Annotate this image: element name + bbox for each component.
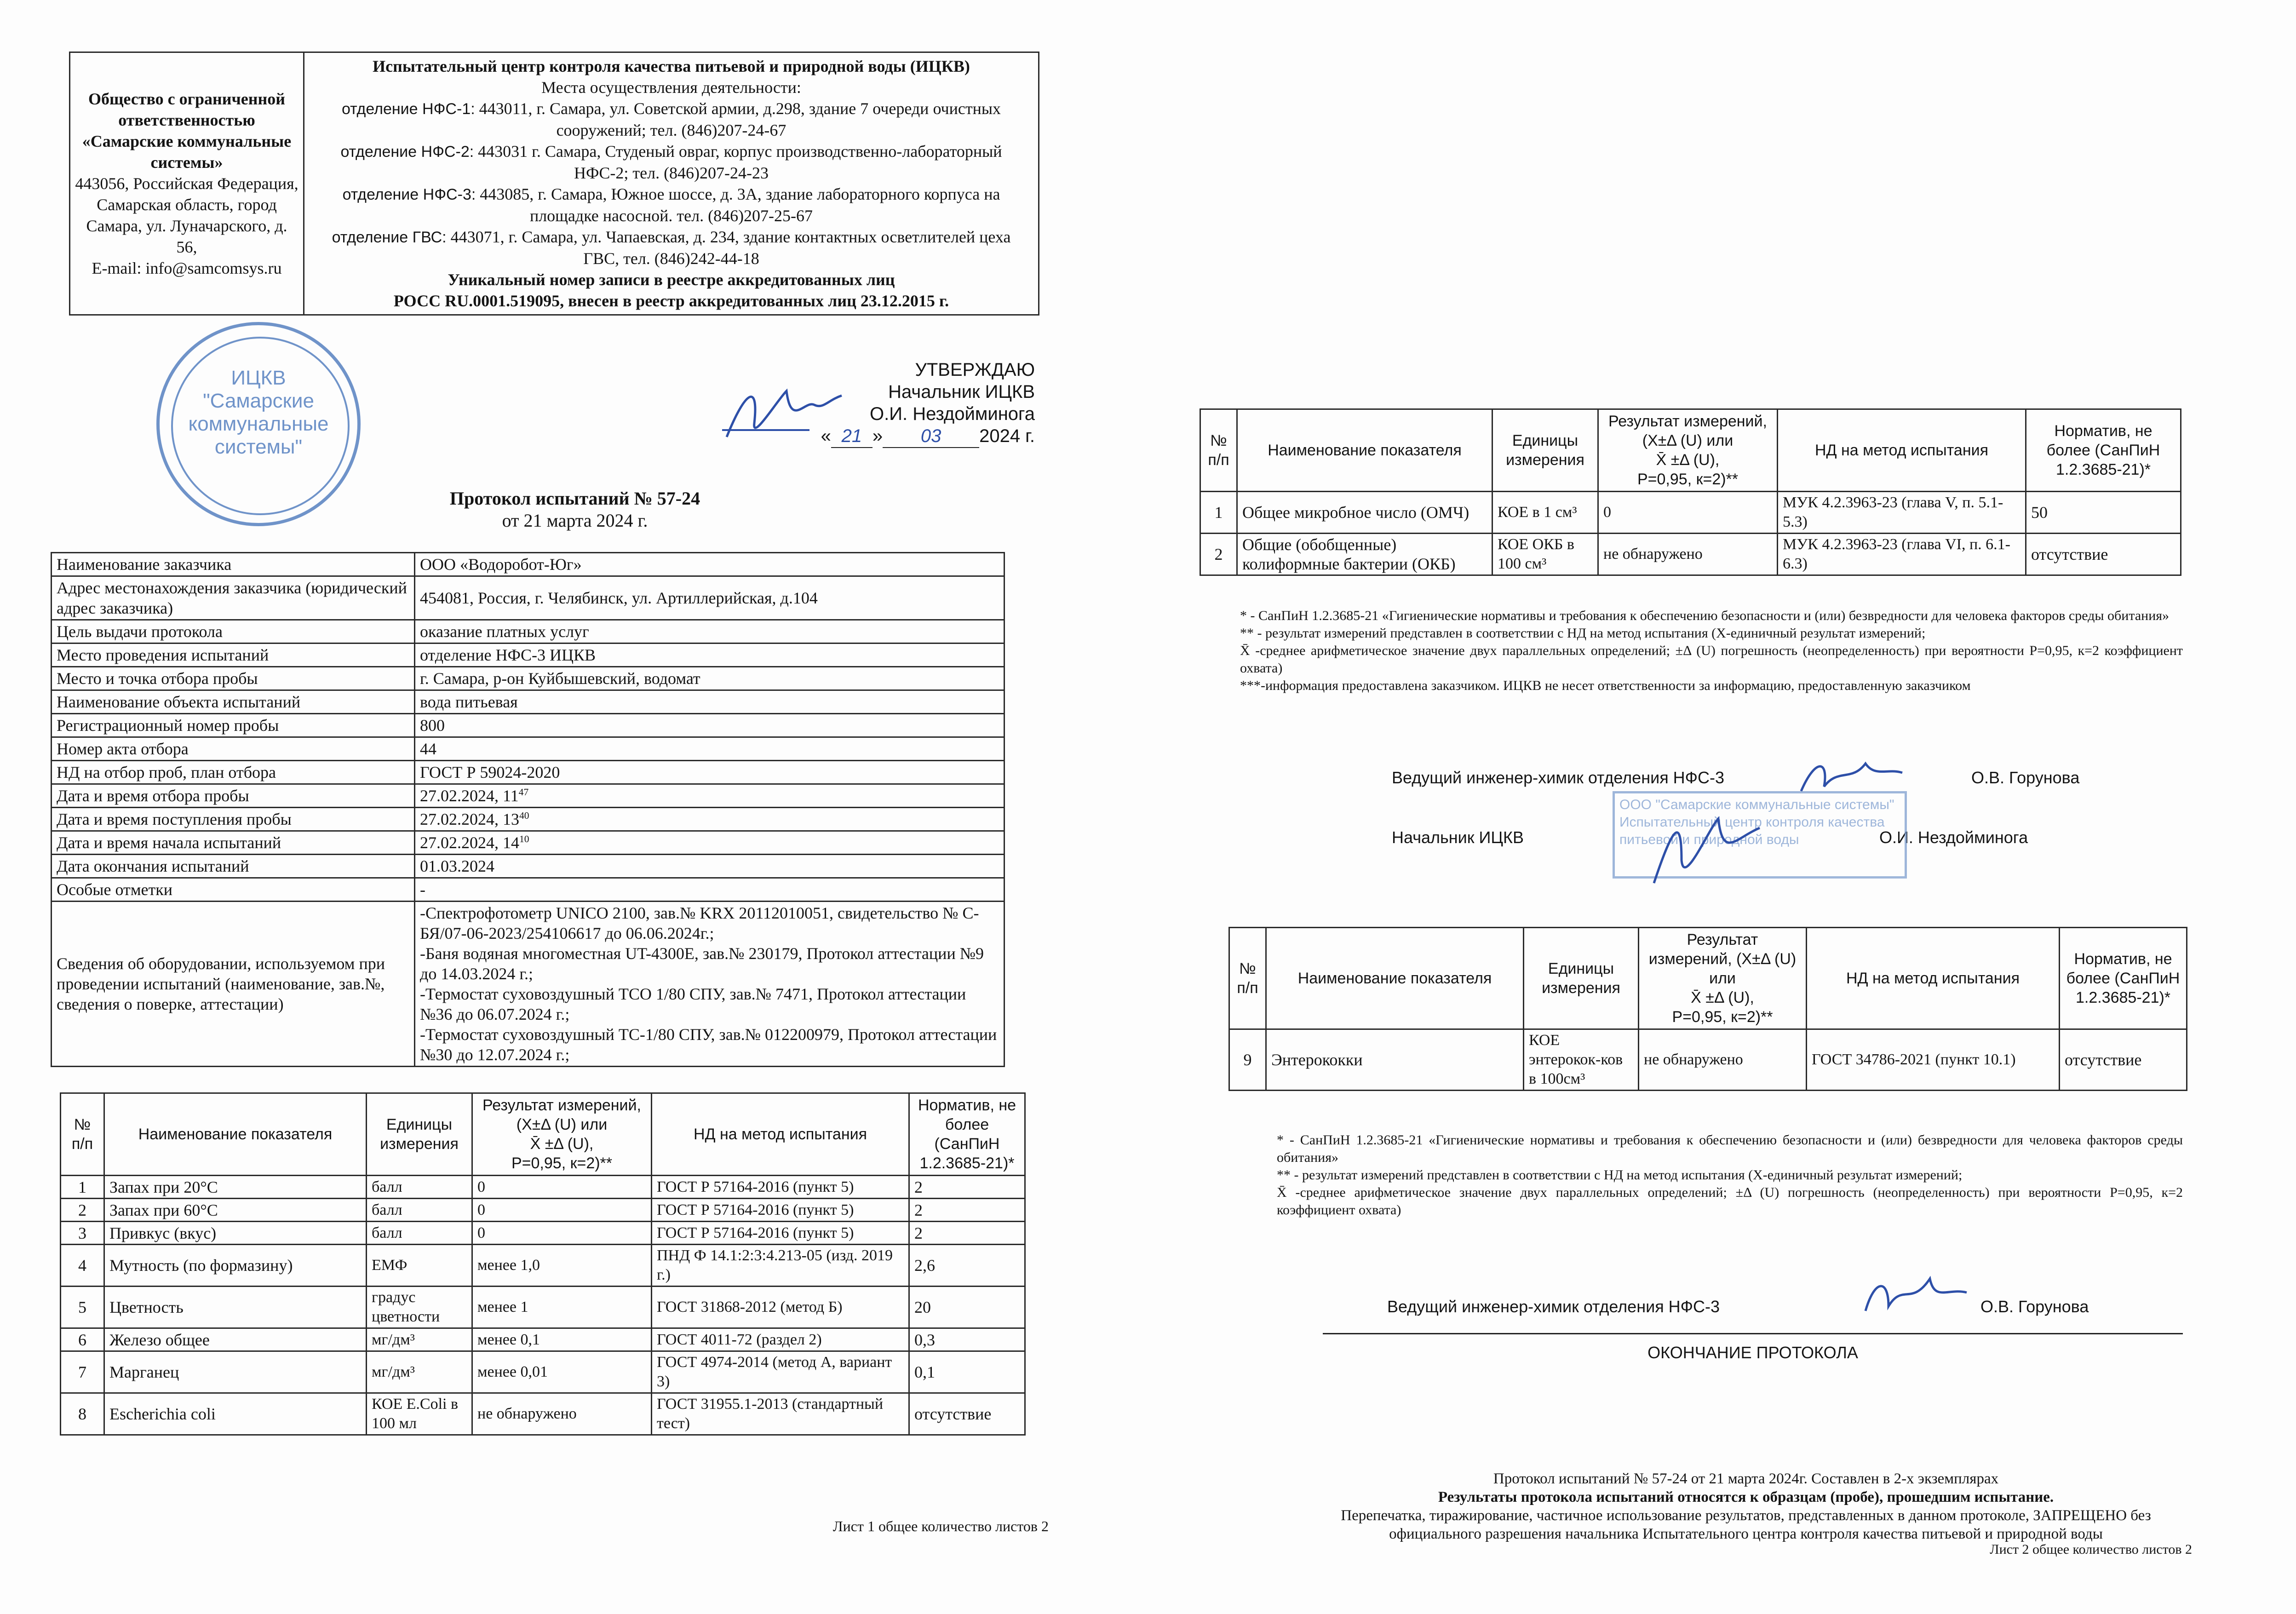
org-name: Общество с ограниченной ответственностью «Самарские коммунальные системы» xyxy=(82,90,292,172)
result-row xyxy=(61,1393,1025,1435)
results-header xyxy=(1200,409,2181,492)
cell-name: Общее микробное число (ОМЧ) xyxy=(1237,492,1492,534)
nfs2-address: 443031 г. Самара, Студеный овраг, корпус производственно-лабораторный НФС-2; тел. (846)207-24-23 xyxy=(478,142,1002,182)
col-result: Результат измерений, (Х±Δ (U) или X̄ ±Δ (U), Р=0,95, к=2)** xyxy=(1639,928,1807,1029)
equipment-label: Сведения об оборудовании, используемом при проведении испытаний (наименование, зав.№, сведения о поверке, аттестации) xyxy=(52,902,415,1067)
col-norm: Норматив, не более (СанПиН 1.2.3685-21)* xyxy=(2026,409,2181,492)
cell-n: 3 xyxy=(61,1222,104,1245)
cell-unit: мг/дм³ xyxy=(367,1328,472,1351)
equipment-line: -Спектрофотометр UNICO 2100, зав.№ KRX 20112010051, свидетельство № С-БЯ/07-06-2023/254106617 до 06.06.2024г.; xyxy=(420,904,979,942)
cell-n: 2 xyxy=(61,1199,104,1222)
cell-unit: балл xyxy=(367,1222,472,1245)
info-value: ГОСТ Р 59024-2020 xyxy=(415,761,1004,784)
cell-name: Запах при 60°С xyxy=(104,1199,367,1222)
footer-line3: Перепечатка, тиражирование, частичное использование результатов, представленных в данном протоколе, ЗАПРЕЩЕНО без официального разрешения начальника Испытательного центра контроля качества питьевой и природной воды xyxy=(1341,1507,2151,1542)
col-num: № п/п xyxy=(1229,928,1266,1029)
approve-month: 03 xyxy=(883,425,979,448)
chief-name: О.И. Нездойминога xyxy=(1879,828,2028,847)
results-table-1 xyxy=(60,1092,1026,1436)
info-value: ООО «Водоробот-Юг» xyxy=(415,553,1004,576)
cell-n: 5 xyxy=(61,1287,104,1328)
note-sanpin: * - СанПиН 1.2.3685-21 «Гигиенические нормативы и требования к обеспечению безопасности и (или) безвредности для человека факторов среды обитания» xyxy=(1240,608,2170,623)
cell-norm: 50 xyxy=(2026,492,2181,534)
footer xyxy=(1295,1470,2197,1543)
info-label: Цель выдачи протокола xyxy=(52,620,415,643)
cell-method: МУК 4.2.3963-23 (глава VI, п. 6.1-6.3) xyxy=(1778,534,2026,575)
engineer-position: Ведущий инженер-химик отделения НФС-3 xyxy=(1387,1297,1720,1316)
info-row xyxy=(52,620,1004,643)
registry-line2: РОСС RU.0001.519095, внесен в реестр аккредитованных лиц 23.12.2015 г. xyxy=(393,292,949,310)
equipment-line: -Термостат суховоздушный ТСО 1/80 СПУ, зав.№ 7471, Протокол аттестации №36 до 06.07.2024 г.; xyxy=(420,985,966,1023)
info-label: Место проведения испытаний xyxy=(52,643,415,667)
nfs1-label: отделение НФС-1: xyxy=(341,100,475,118)
notes-block-2 xyxy=(1277,1132,2183,1219)
info-row xyxy=(52,784,1004,808)
results-table-2 xyxy=(1200,408,2181,576)
col-unit: Единицы измерения xyxy=(1524,928,1639,1029)
cell-norm: 0,1 xyxy=(909,1351,1025,1393)
col-name: Наименование показателя xyxy=(1237,409,1492,492)
col-norm: Норматив, не более (СанПиН 1.2.3685-21)* xyxy=(2060,928,2187,1029)
chief-signature xyxy=(1640,800,1769,892)
protocol-title: Протокол испытаний № 57-24 xyxy=(449,488,700,509)
cell-n: 9 xyxy=(1229,1029,1266,1091)
gvs-label: отделение ГВС: xyxy=(332,229,447,246)
cell-norm: отсутствие xyxy=(2060,1029,2187,1091)
cell-name: Цветность xyxy=(104,1287,367,1328)
info-row xyxy=(52,576,1004,620)
result-row xyxy=(1229,1029,2187,1091)
nfs3-label: отделение НФС-3: xyxy=(342,186,476,203)
cell-result: менее 1,0 xyxy=(472,1245,652,1287)
cell-unit: мг/дм³ xyxy=(367,1351,472,1393)
time-minutes: 40 xyxy=(519,810,529,821)
nfs3-address: 443085, г. Самара, Южное шоссе, д. 3А, здание лабораторного корпуса на площадке насосной. тел. (846)207-25-67 xyxy=(480,185,1000,225)
col-name: Наименование показателя xyxy=(104,1093,367,1176)
stamp-line2: "Самарские xyxy=(203,390,314,412)
org-cell xyxy=(70,52,304,315)
cell-unit: балл xyxy=(367,1199,472,1222)
center-title: Испытательный центр контроля качества питьевой и природной воды (ИЦКВ) xyxy=(373,57,970,75)
info-label: Адрес местонахождения заказчика (юридический адрес заказчика) xyxy=(52,576,415,620)
col-name: Наименование показателя xyxy=(1266,928,1524,1029)
cell-result: 0 xyxy=(472,1222,652,1245)
info-table xyxy=(51,552,1005,1067)
engineer-name: О.В. Горунова xyxy=(1971,768,2080,787)
info-label: Место и точка отбора пробы xyxy=(52,667,415,690)
result-row xyxy=(61,1328,1025,1351)
info-label: Наименование заказчика xyxy=(52,553,415,576)
cell-norm: 2 xyxy=(909,1222,1025,1245)
cell-result: менее 0,1 xyxy=(472,1328,652,1351)
cell-method: ГОСТ 31868-2012 (метод Б) xyxy=(652,1287,909,1328)
approve-name: О.И. Нездойминога xyxy=(870,404,1035,424)
cell-unit: ЕМФ xyxy=(367,1245,472,1287)
cell-result: 0 xyxy=(472,1176,652,1199)
stamp-line1: ИЦКВ xyxy=(231,367,286,389)
approve-day: 21 xyxy=(831,425,872,448)
cell-method: ГОСТ 31955.1-2013 (стандартный тест) xyxy=(652,1393,909,1435)
results-header xyxy=(61,1093,1025,1176)
cell-method: ГОСТ Р 57164-2016 (пункт 5) xyxy=(652,1222,909,1245)
col-method: НД на метод испытания xyxy=(652,1093,909,1176)
registry-line1: Уникальный номер записи в реестре аккредитованных лиц xyxy=(448,270,895,289)
info-label: Наименование объекта испытаний xyxy=(52,690,415,714)
cell-method: ГОСТ Р 57164-2016 (пункт 5) xyxy=(652,1176,909,1199)
equipment-line: -Баня водяная многоместная UT-4300E, зав.№ 230179, Протокол аттестации №9 до 14.03.2024 г.; xyxy=(420,944,984,983)
cell-result: 0 xyxy=(472,1199,652,1222)
info-value: 27.02.2024, $13^{40}$ xyxy=(415,808,1004,831)
info-row xyxy=(52,878,1004,902)
signature-engineer-2 xyxy=(1387,1297,2169,1316)
col-method: НД на метод испытания xyxy=(1778,409,2026,492)
chief-position: Начальник ИЦКВ xyxy=(1392,828,1524,847)
end-divider xyxy=(1323,1333,2183,1334)
col-method: НД на метод испытания xyxy=(1807,928,2060,1029)
cell-name: Запах при 20°С xyxy=(104,1176,367,1199)
cell-name: Энтерококки xyxy=(1266,1029,1524,1091)
engineer-name: О.В. Горунова xyxy=(1980,1297,2089,1316)
time-minutes: 47 xyxy=(518,787,529,798)
approve-title: УТВЕРЖДАЮ xyxy=(915,360,1035,380)
stamp-line3: коммунальные xyxy=(188,413,329,435)
col-num: № п/п xyxy=(1200,409,1237,492)
cell-name: Марганец xyxy=(104,1351,367,1393)
nfs2-label: отделение НФС-2: xyxy=(340,143,474,161)
cell-n: 8 xyxy=(61,1393,104,1435)
cell-method: ПНД Ф 14.1:2:3:4.213-05 (изд. 2019 г.) xyxy=(652,1245,909,1287)
org-address: 443056, Российская Федерация, Самарская область, город Самара, ул. Луначарского, д. 56, xyxy=(75,174,298,256)
col-unit: Единицы измерения xyxy=(367,1093,472,1176)
stamp-line4: системы" xyxy=(214,436,303,458)
cell-unit: КОЕ ОКБ в 100 см³ xyxy=(1492,534,1598,575)
cell-name: Общие (обобщенные) колиформные бактерии (ОКБ) xyxy=(1237,534,1492,575)
cell-name: Железо общее xyxy=(104,1328,367,1351)
footer-line2: Результаты протокола испытаний относятся к образцам (пробе), прошедшим испытание. xyxy=(1438,1489,2054,1505)
info-row xyxy=(52,808,1004,831)
note-xbar: X̄ xyxy=(1277,1185,1287,1200)
stamp-r-line1: ООО "Самарские коммунальные системы" xyxy=(1619,797,1894,812)
info-value: - xyxy=(415,878,1004,902)
info-row xyxy=(52,761,1004,784)
cell-norm: 2,6 xyxy=(909,1245,1025,1287)
col-num: № п/п xyxy=(61,1093,104,1176)
result-row xyxy=(61,1245,1025,1287)
info-value: 01.03.2024 xyxy=(415,855,1004,878)
info-row xyxy=(52,831,1004,855)
cell-result: менее 1 xyxy=(472,1287,652,1328)
results-table-3 xyxy=(1228,927,2187,1091)
result-row xyxy=(61,1176,1025,1199)
cell-norm: 20 xyxy=(909,1287,1025,1328)
approve-year: 2024 г. xyxy=(979,426,1035,446)
approve-date-close: » xyxy=(872,426,883,446)
result-row xyxy=(61,1287,1025,1328)
result-row xyxy=(61,1199,1025,1222)
center-cell xyxy=(304,52,1039,315)
info-row xyxy=(52,667,1004,690)
info-value: 454081, Россия, г. Челябинск, ул. Артиллерийская, д.104 xyxy=(415,576,1004,620)
results-header xyxy=(1229,928,2187,1029)
info-label: Дата и время поступления пробы xyxy=(52,808,415,831)
note-sanpin: * - СанПиН 1.2.3685-21 «Гигиенические нормативы и требования к обеспечению безопасности и (или) безвредности для человека факторов среды обитания» xyxy=(1277,1132,2183,1165)
org-email: E-mail: info@samcomsys.ru xyxy=(92,259,282,277)
info-label: Дата окончания испытаний xyxy=(52,855,415,878)
nfs1-address: 443011, г. Самара, ул. Советской армии, д.298, здание 7 очереди очистных сооружений; тел. (846)207-24-67 xyxy=(479,99,1001,139)
cell-norm: 2 xyxy=(909,1176,1025,1199)
cell-unit: КОЕ в 1 см³ xyxy=(1492,492,1598,534)
info-value: 800 xyxy=(415,714,1004,737)
cell-method: ГОСТ 4011-72 (раздел 2) xyxy=(652,1328,909,1351)
notes-block-1 xyxy=(1240,607,2183,695)
result-row xyxy=(1200,492,2181,534)
cell-n: 7 xyxy=(61,1351,104,1393)
info-value: 44 xyxy=(415,737,1004,761)
cell-unit: балл xyxy=(367,1176,472,1199)
info-label: Номер акта отбора xyxy=(52,737,415,761)
center-places: Места осуществления деятельности: xyxy=(541,78,801,97)
cell-result: 0 xyxy=(1598,492,1778,534)
cell-result: менее 0,01 xyxy=(472,1351,652,1393)
cell-norm: 0,3 xyxy=(909,1328,1025,1351)
result-row xyxy=(1200,534,2181,575)
header-table xyxy=(69,52,1039,316)
cell-n: 6 xyxy=(61,1328,104,1351)
cell-n: 2 xyxy=(1200,534,1237,575)
cell-method: ГОСТ Р 57164-2016 (пункт 5) xyxy=(652,1199,909,1222)
equipment-list xyxy=(415,902,1004,1067)
info-row xyxy=(52,690,1004,714)
footer-line1: Протокол испытаний № 57-24 от 21 марта 2024г. Составлен в 2-х экземплярах xyxy=(1493,1470,1999,1487)
note-mean: -среднее арифметическое значение двух параллельных определений; ±Δ (U) погрешность (неопределенность) при вероятности Р=0,95, к=2 коэффициент охвата) xyxy=(1240,643,2183,676)
approval-signature xyxy=(718,373,855,446)
cell-result: не обнаружено xyxy=(472,1393,652,1435)
sheet2-label: Лист 2 общее количество листов 2 xyxy=(1990,1542,2192,1557)
cell-name: Привкус (вкус) xyxy=(104,1222,367,1245)
info-value: вода питьевая xyxy=(415,690,1004,714)
cell-unit: КОЕ E.Coli в 100 мл xyxy=(367,1393,472,1435)
cell-n: 1 xyxy=(1200,492,1237,534)
approve-date-open: « xyxy=(821,426,831,446)
page-2 xyxy=(1148,0,2296,1614)
info-value: отделение НФС-3 ИЦКВ xyxy=(415,643,1004,667)
info-row xyxy=(52,855,1004,878)
info-label: НД на отбор проб, план отбора xyxy=(52,761,415,784)
cell-unit: градус цветности xyxy=(367,1287,472,1328)
note-result: ** - результат измерений представлен в соответствии с НД на метод испытания (Х-единичный результат измерений; xyxy=(1277,1167,1963,1183)
info-row xyxy=(52,714,1004,737)
info-value: 27.02.2024, $11^{47}$ xyxy=(415,784,1004,808)
stamp-r-line3: питьевой и природной воды xyxy=(1619,832,1799,847)
col-result: Результат измерений, (Х±Δ (U) или X̄ ±Δ (U), Р=0,95, к=2)** xyxy=(1598,409,1778,492)
sheet1-label: Лист 1 общее количество листов 2 xyxy=(832,1518,1049,1534)
col-result: Результат измерений, (Х±Δ (U) или X̄ ±Δ (U), Р=0,95, к=2)** xyxy=(472,1093,652,1176)
approve-position: Начальник ИЦКВ xyxy=(888,382,1035,402)
result-row xyxy=(61,1351,1025,1393)
stamp-r-line2: Испытательный центр контроля качества xyxy=(1619,815,1885,830)
info-row xyxy=(52,553,1004,576)
col-unit: Единицы измерения xyxy=(1492,409,1598,492)
cell-name: Мутность (по формазину) xyxy=(104,1245,367,1287)
cell-n: 1 xyxy=(61,1176,104,1199)
gvs-address: 443071, г. Самара, ул. Чапаевская, д. 234, здание контактных осветлителей цеха ГВС, тел. (846)242-44-18 xyxy=(450,228,1011,268)
info-label: Регистрационный номер пробы xyxy=(52,714,415,737)
signature-engineer-1 xyxy=(1392,768,2174,787)
note-mean: -среднее арифметическое значение двух параллельных определений; ±Δ (U) погрешность (неопределенность) при вероятности Р=0,95, к=2 коэффициент охвата) xyxy=(1277,1185,2183,1218)
info-label: Дата и время начала испытаний xyxy=(52,831,415,855)
note-result: ** - результат измерений представлен в соответствии с НД на метод испытания (Х-единичный результат измерений; xyxy=(1240,626,1926,641)
info-value: оказание платных услуг xyxy=(415,620,1004,643)
cell-n: 4 xyxy=(61,1245,104,1287)
end-of-protocol: ОКОНЧАНИЕ ПРОТОКОЛА xyxy=(1647,1343,1858,1362)
note-customer: ***-информация предоставлена заказчиком. ИЦКВ не несет ответственности за информацию, предоставленную заказчиком xyxy=(1240,678,1971,693)
engineer-position: Ведущий инженер-химик отделения НФС-3 xyxy=(1392,768,1725,787)
info-label: Особые отметки xyxy=(52,878,415,902)
equipment-row xyxy=(52,902,1004,1067)
info-value: г. Самара, р-он Куйбышевский, водомат xyxy=(415,667,1004,690)
cell-method: ГОСТ 34786-2021 (пункт 10.1) xyxy=(1807,1029,2060,1091)
protocol-date: от 21 марта 2024 г. xyxy=(502,510,648,531)
cell-unit: КОЕ энтерокок-ков в 100см³ xyxy=(1524,1029,1639,1091)
info-label: Дата и время отбора пробы xyxy=(52,784,415,808)
note-xbar: X̄ xyxy=(1240,643,1250,658)
cell-method: ГОСТ 4974-2014 (метод А, вариант 3) xyxy=(652,1351,909,1393)
info-value: 27.02.2024, $14^{10}$ xyxy=(415,831,1004,855)
info-row xyxy=(52,643,1004,667)
cell-norm: отсутствие xyxy=(909,1393,1025,1435)
engineer-signature xyxy=(1856,1269,1976,1320)
cell-method: МУК 4.2.3963-23 (глава V, п. 5.1-5.3) xyxy=(1778,492,2026,534)
cell-norm: отсутствие xyxy=(2026,534,2181,575)
time-minutes: 10 xyxy=(519,833,529,844)
cell-result: не обнаружено xyxy=(1639,1029,1807,1091)
col-norm: Норматив, не более (СанПиН 1.2.3685-21)* xyxy=(909,1093,1025,1176)
info-row xyxy=(52,737,1004,761)
cell-result: не обнаружено xyxy=(1598,534,1778,575)
equipment-line: -Термостат суховоздушный ТС-1/80 СПУ, зав.№ 012200979, Протокол аттестации №30 до 12.07.2024 г.; xyxy=(420,1025,997,1064)
cell-name: Escherichia coli xyxy=(104,1393,367,1435)
protocol-heading xyxy=(276,488,874,532)
cell-norm: 2 xyxy=(909,1199,1025,1222)
result-row xyxy=(61,1222,1025,1245)
